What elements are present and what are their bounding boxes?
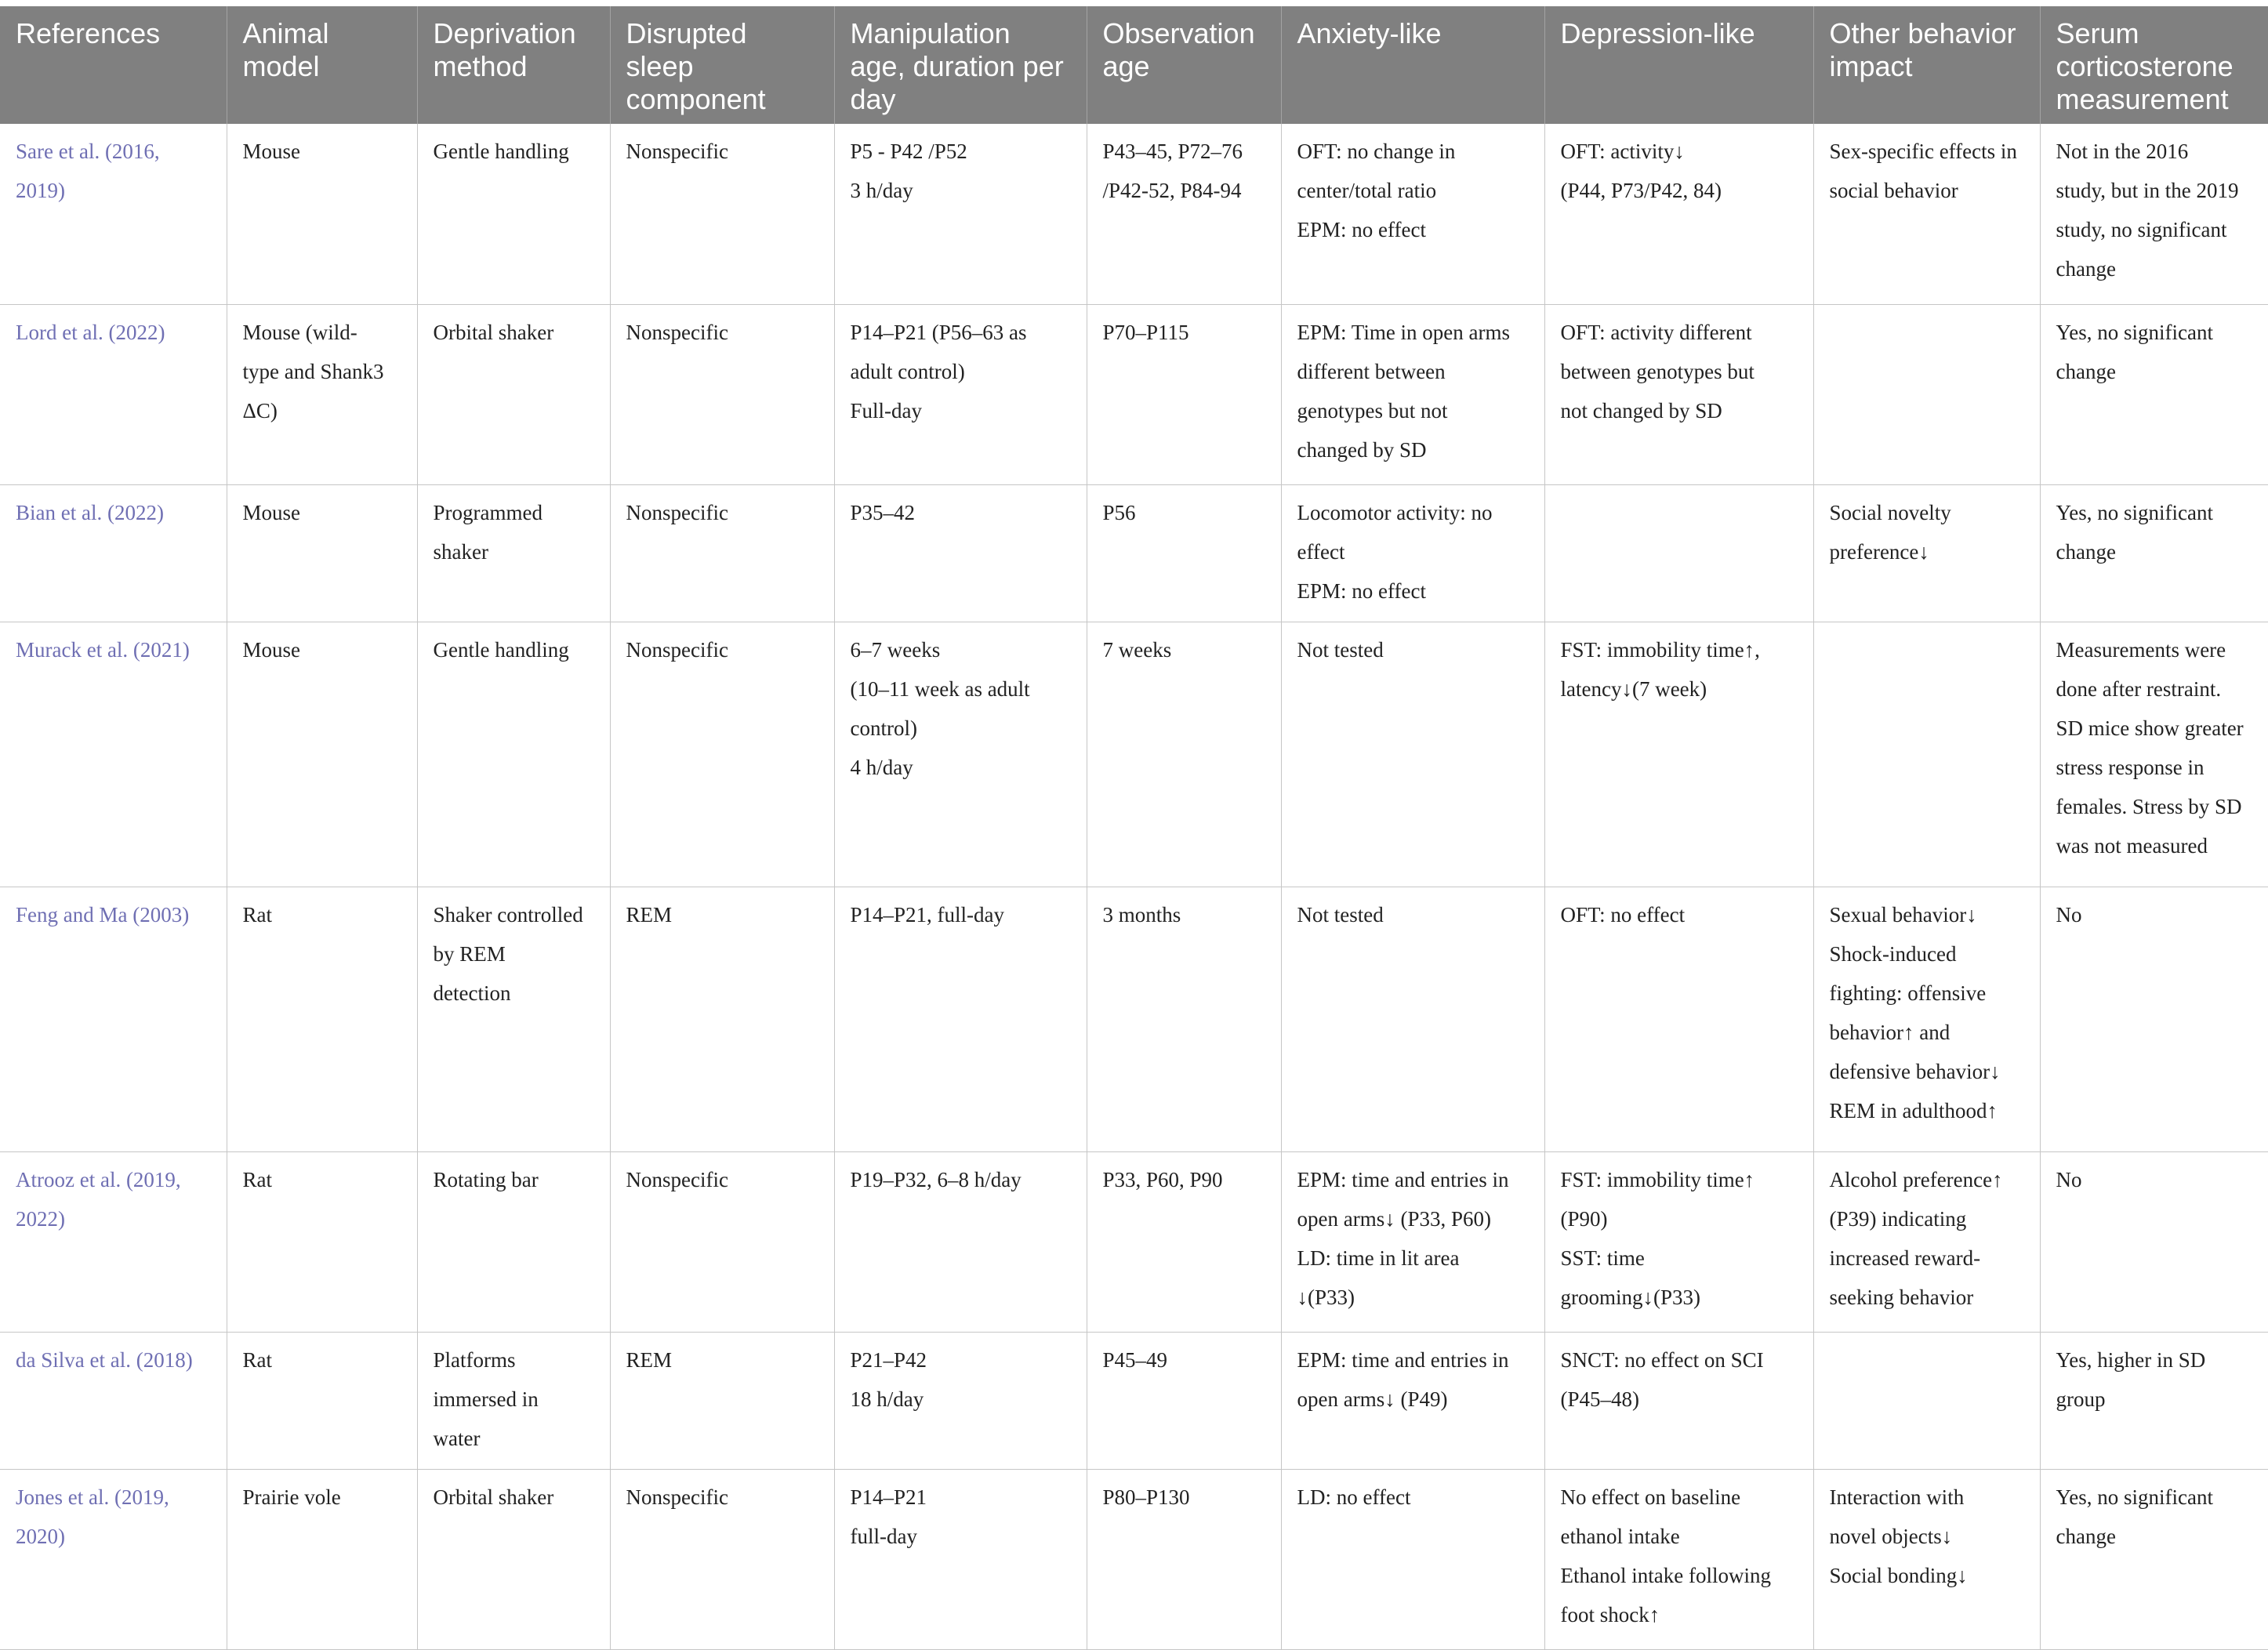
- cell-line: (P44, P73/P42, 84): [1560, 179, 1722, 202]
- cell-sleep-component: [610, 484, 834, 622]
- cell-line: P5 - P42 /P52: [850, 140, 967, 163]
- cell-line: EPM: Time in open arms: [1297, 320, 1511, 344]
- cell-line: EPM: time and entries in: [1297, 1347, 1509, 1372]
- cell-sleep-component: [610, 622, 834, 887]
- cell-line: Sare et al. (2016,: [16, 140, 160, 163]
- cell-sleep-component: [610, 124, 834, 304]
- cell-sleep-component: [610, 304, 834, 484]
- cell-line: P14–P21 (P56–63 as: [850, 320, 1027, 344]
- cell-line: Interaction with: [1829, 1485, 1965, 1509]
- cell-line: Atrooz et al. (2019,: [16, 1167, 181, 1191]
- cell-line: P33, P60, P90: [1102, 1167, 1223, 1191]
- cell-line: (P39) indicating: [1829, 1206, 1967, 1231]
- cell-anxiety-like: [1281, 1151, 1544, 1332]
- cell-line: P43–45, P72–76: [1102, 140, 1243, 163]
- cell-line: No: [2056, 1167, 2082, 1191]
- cell-sleep-component: [610, 1151, 834, 1332]
- cell-line: change: [2056, 359, 2116, 383]
- cell-line: REM: [626, 1347, 673, 1372]
- cell-line: study, no significant: [2056, 218, 2227, 241]
- cell-animal-model: [227, 304, 417, 484]
- cell-line: EPM: time and entries in: [1297, 1167, 1509, 1191]
- cell-manipulation-age: [834, 1469, 1087, 1649]
- cell-depression-like: [1544, 1332, 1813, 1469]
- cell-reference[interactable]: [0, 1332, 227, 1469]
- cell-line: Shaker controlled: [433, 902, 583, 927]
- cell-line: (P45–48): [1560, 1387, 1639, 1411]
- cell-line: 18 h/day: [850, 1387, 924, 1411]
- cell-line: ΔC): [242, 398, 278, 422]
- cell-line: Nonspecific: [626, 1485, 728, 1509]
- cell-line: group: [2056, 1387, 2106, 1411]
- cell-line: Social bonding↓: [1829, 1563, 1968, 1587]
- cell-sleep-component: [610, 887, 834, 1151]
- cell-manipulation-age: [834, 887, 1087, 1151]
- cell-line: P35–42: [850, 500, 916, 524]
- cell-line: control): [850, 716, 917, 740]
- cell-line: defensive behavior↓: [1829, 1059, 2001, 1083]
- cell-line: Nonspecific: [626, 1167, 728, 1191]
- cell-line: FST: immobility time↑,: [1560, 637, 1760, 662]
- cell-line: Jones et al. (2019,: [16, 1485, 169, 1509]
- cell-line: Mouse: [242, 140, 300, 163]
- cell-line: No: [2056, 902, 2082, 927]
- cell-anxiety-like: [1281, 124, 1544, 304]
- cell-line: Social novelty: [1829, 500, 1951, 524]
- cell-line: (10–11 week as adult: [850, 676, 1030, 701]
- cell-depression-like: [1544, 1151, 1813, 1332]
- cell-observation-age: [1087, 1469, 1281, 1649]
- cell-animal-model: [227, 1469, 417, 1649]
- column-header-other-behavior-impact: Other behavior impact: [1813, 6, 2040, 124]
- cell-line: (P90): [1560, 1206, 1608, 1231]
- cell-manipulation-age: [834, 124, 1087, 304]
- header-row: [0, 6, 2268, 124]
- cell-observation-age: [1087, 622, 1281, 887]
- cell-line: 6–7 weeks: [850, 637, 941, 662]
- cell-line: latency↓(7 week): [1560, 676, 1707, 701]
- cell-line: full-day: [850, 1524, 917, 1548]
- cell-line: da Silva et al. (2018): [16, 1347, 193, 1372]
- cell-other-behavior: [1813, 1469, 2040, 1649]
- cell-line: No effect on baseline: [1560, 1485, 1741, 1509]
- cell-line: Measurements were: [2056, 637, 2226, 662]
- cell-line: open arms↓ (P49): [1297, 1387, 1448, 1411]
- cell-line: Yes, no significant: [2056, 500, 2214, 524]
- cell-line: fighting: offensive: [1829, 981, 1987, 1005]
- cell-line: Sex-specific effects in: [1829, 140, 2017, 163]
- cell-line: REM: [626, 902, 673, 927]
- cell-reference[interactable]: [0, 622, 227, 887]
- cell-line: P56: [1102, 500, 1136, 524]
- cell-corticosterone: [2040, 1332, 2268, 1469]
- cell-line: LD: time in lit area: [1297, 1246, 1460, 1270]
- cell-other-behavior: [1813, 622, 2040, 887]
- cell-line: Rat: [242, 1167, 272, 1191]
- cell-line: 2019): [16, 179, 65, 202]
- cell-line: P45–49: [1102, 1347, 1168, 1372]
- cell-line: P14–P21: [850, 1485, 927, 1509]
- cell-anxiety-like: [1281, 1469, 1544, 1649]
- cell-line: Not tested: [1297, 902, 1384, 927]
- cell-line: open arms↓ (P33, P60): [1297, 1206, 1491, 1231]
- cell-sleep-component: [610, 1469, 834, 1649]
- cell-line: novel objects↓: [1829, 1524, 1953, 1548]
- cell-deprivation-method: [417, 304, 610, 484]
- cell-reference[interactable]: [0, 124, 227, 304]
- cell-line: Yes, no significant: [2056, 1485, 2214, 1509]
- cell-deprivation-method: [417, 887, 610, 1151]
- column-header-serum-corticosterone: Serum corticosterone measurement: [2040, 6, 2268, 124]
- cell-deprivation-method: [417, 1151, 610, 1332]
- cell-observation-age: [1087, 887, 1281, 1151]
- cell-line: Feng and Ma (2003): [16, 902, 190, 927]
- cell-anxiety-like: [1281, 1332, 1544, 1469]
- cell-line: SNCT: no effect on SCI: [1560, 1347, 1764, 1372]
- cell-line: Nonspecific: [626, 637, 728, 662]
- cell-line: 3 months: [1102, 902, 1181, 927]
- cell-corticosterone: [2040, 124, 2268, 304]
- cell-line: Nonspecific: [626, 320, 728, 344]
- cell-anxiety-like: [1281, 622, 1544, 887]
- cell-corticosterone: [2040, 304, 2268, 484]
- cell-line: P70–P115: [1102, 320, 1189, 344]
- column-header-deprivation-method: Deprivation method: [417, 6, 610, 124]
- cell-line: P14–P21, full-day: [850, 902, 1005, 927]
- cell-corticosterone: [2040, 887, 2268, 1151]
- table-row: [0, 304, 2268, 484]
- table-body: [0, 124, 2268, 1649]
- cell-line: LD: no effect: [1297, 1485, 1411, 1509]
- cell-observation-age: [1087, 1151, 1281, 1332]
- cell-line: water: [433, 1426, 481, 1450]
- table-row: [0, 622, 2268, 887]
- column-header-disrupted-sleep-component: Disrupted sleep component: [610, 6, 834, 124]
- table-row: [0, 1151, 2268, 1332]
- cell-line: Ethanol intake following: [1560, 1563, 1771, 1587]
- table-row: [0, 887, 2268, 1151]
- cell-line: social behavior: [1829, 179, 1958, 202]
- cell-corticosterone: [2040, 1469, 2268, 1649]
- cell-line: Rotating bar: [433, 1167, 539, 1191]
- cell-line: grooming↓(P33): [1560, 1285, 1700, 1309]
- cell-line: EPM: no effect: [1297, 578, 1426, 603]
- cell-line: 2020): [16, 1524, 65, 1548]
- cell-line: EPM: no effect: [1297, 218, 1426, 241]
- cell-line: P80–P130: [1102, 1485, 1190, 1509]
- cell-reference[interactable]: [0, 1151, 227, 1332]
- column-header-observation-age: Observation age: [1087, 6, 1281, 124]
- cell-manipulation-age: [834, 622, 1087, 887]
- cell-line: Not in the 2016: [2056, 140, 2189, 163]
- cell-line: Mouse (wild-: [242, 320, 357, 344]
- cell-observation-age: [1087, 484, 1281, 622]
- cell-deprivation-method: [417, 124, 610, 304]
- cell-other-behavior: [1813, 1332, 2040, 1469]
- column-header-references: References: [0, 6, 227, 124]
- cell-corticosterone: [2040, 484, 2268, 622]
- cell-line: type and Shank3: [242, 359, 384, 383]
- cell-line: /P42-52, P84-94: [1102, 179, 1242, 202]
- cell-line: ethanol intake: [1560, 1524, 1680, 1548]
- cell-line: Nonspecific: [626, 140, 728, 163]
- cell-line: Locomotor activity: no: [1297, 500, 1493, 524]
- cell-animal-model: [227, 1332, 417, 1469]
- cell-animal-model: [227, 1151, 417, 1332]
- table-row: [0, 124, 2268, 304]
- cell-other-behavior: [1813, 887, 2040, 1151]
- cell-line: center/total ratio: [1297, 179, 1437, 202]
- cell-line: Yes, higher in SD: [2056, 1347, 2206, 1372]
- cell-line: FST: immobility time↑: [1560, 1167, 1755, 1191]
- cell-line: detection: [433, 981, 511, 1005]
- cell-line: changed by SD: [1297, 437, 1427, 462]
- cell-line: OFT: no change in: [1297, 140, 1456, 163]
- cell-deprivation-method: [417, 1332, 610, 1469]
- cell-observation-age: [1087, 304, 1281, 484]
- cell-line: SD mice show greater: [2056, 716, 2244, 740]
- cell-line: Orbital shaker: [433, 320, 554, 344]
- cell-line: Programmed: [433, 500, 543, 524]
- cell-line: Gentle handling: [433, 140, 569, 163]
- cell-corticosterone: [2040, 622, 2268, 887]
- cell-other-behavior: [1813, 304, 2040, 484]
- cell-line: Not tested: [1297, 637, 1384, 662]
- cell-line: 2022): [16, 1206, 65, 1231]
- cell-other-behavior: [1813, 124, 2040, 304]
- cell-manipulation-age: [834, 1151, 1087, 1332]
- cell-sleep-component: [610, 1332, 834, 1469]
- cell-corticosterone: [2040, 1151, 2268, 1332]
- cell-line: foot shock↑: [1560, 1602, 1660, 1626]
- cell-line: Rat: [242, 902, 272, 927]
- cell-other-behavior: [1813, 1151, 2040, 1332]
- studies-table: [0, 6, 2268, 1650]
- cell-line: done after restraint.: [2056, 676, 2222, 701]
- cell-depression-like: [1544, 622, 1813, 887]
- cell-line: Mouse: [242, 500, 300, 524]
- cell-line: different between: [1297, 359, 1446, 383]
- cell-line: Nonspecific: [626, 500, 728, 524]
- table-row: [0, 1332, 2268, 1469]
- cell-line: Mouse: [242, 637, 300, 662]
- cell-reference[interactable]: [0, 304, 227, 484]
- cell-animal-model: [227, 484, 417, 622]
- cell-line: Sexual behavior↓: [1829, 902, 1977, 927]
- cell-line: not changed by SD: [1560, 398, 1722, 422]
- cell-reference[interactable]: [0, 484, 227, 622]
- cell-line: shaker: [433, 539, 488, 564]
- cell-manipulation-age: [834, 304, 1087, 484]
- cell-line: Murack et al. (2021): [16, 637, 190, 662]
- cell-observation-age: [1087, 124, 1281, 304]
- cell-observation-age: [1087, 1332, 1281, 1469]
- cell-line: Shock-induced: [1829, 941, 1957, 966]
- cell-depression-like: [1544, 887, 1813, 1151]
- cell-line: P21–P42: [850, 1347, 927, 1372]
- cell-line: immersed in: [433, 1387, 539, 1411]
- cell-line: OFT: activity different: [1560, 320, 1752, 344]
- cell-depression-like: [1544, 304, 1813, 484]
- cell-line: Lord et al. (2022): [16, 320, 165, 344]
- cell-line: stress response in: [2056, 755, 2204, 779]
- cell-line: Yes, no significant: [2056, 320, 2214, 344]
- cell-line: increased reward-: [1829, 1246, 1981, 1270]
- cell-depression-like: [1544, 484, 1813, 622]
- column-header-depression-like: Depression-like: [1544, 6, 1813, 124]
- cell-line: preference↓: [1829, 539, 1929, 564]
- cell-line: Full-day: [850, 398, 922, 422]
- cell-line: Gentle handling: [433, 637, 569, 662]
- cell-line: adult control): [850, 359, 965, 383]
- table-row: [0, 484, 2268, 622]
- cell-line: 4 h/day: [850, 755, 913, 779]
- cell-line: study, but in the 2019: [2056, 179, 2239, 202]
- cell-line: change: [2056, 1524, 2116, 1548]
- cell-line: seeking behavior: [1829, 1285, 1974, 1309]
- cell-depression-like: [1544, 1469, 1813, 1649]
- cell-line: ↓(P33): [1297, 1285, 1355, 1309]
- cell-reference[interactable]: [0, 1469, 227, 1649]
- cell-line: change: [2056, 257, 2116, 281]
- cell-line: 7 weeks: [1102, 637, 1172, 662]
- column-header-manipulation-age: Manipulation age, duration per day: [834, 6, 1087, 124]
- cell-animal-model: [227, 622, 417, 887]
- cell-line: Bian et al. (2022): [16, 500, 164, 524]
- cell-line: Platforms: [433, 1347, 516, 1372]
- cell-deprivation-method: [417, 484, 610, 622]
- cell-manipulation-age: [834, 1332, 1087, 1469]
- cell-anxiety-like: [1281, 887, 1544, 1151]
- cell-line: effect: [1297, 539, 1345, 564]
- cell-line: SST: time: [1560, 1246, 1645, 1270]
- cell-line: was not measured: [2056, 833, 2208, 858]
- cell-deprivation-method: [417, 1469, 610, 1649]
- cell-line: 3 h/day: [850, 179, 913, 202]
- cell-line: OFT: no effect: [1560, 902, 1686, 927]
- column-header-animal-model: Animal model: [227, 6, 417, 124]
- cell-line: OFT: activity↓: [1560, 140, 1685, 163]
- cell-line: Orbital shaker: [433, 1485, 554, 1509]
- cell-line: behavior↑ and: [1829, 1020, 1950, 1044]
- cell-line: change: [2056, 539, 2116, 564]
- cell-line: genotypes but not: [1297, 398, 1448, 422]
- cell-line: P19–P32, 6–8 h/day: [850, 1167, 1022, 1191]
- cell-manipulation-age: [834, 484, 1087, 622]
- cell-line: Prairie vole: [242, 1485, 341, 1509]
- cell-line: REM in adulthood↑: [1829, 1098, 1998, 1122]
- cell-animal-model: [227, 887, 417, 1151]
- cell-line: Alcohol preference↑: [1829, 1167, 2003, 1191]
- cell-deprivation-method: [417, 622, 610, 887]
- cell-other-behavior: [1813, 484, 2040, 622]
- table-row: [0, 1469, 2268, 1649]
- cell-anxiety-like: [1281, 304, 1544, 484]
- column-header-anxiety-like: Anxiety-like: [1281, 6, 1544, 124]
- cell-reference[interactable]: [0, 887, 227, 1151]
- cell-line: by REM: [433, 941, 506, 966]
- cell-line: between genotypes but: [1560, 359, 1755, 383]
- cell-line: females. Stress by SD: [2056, 794, 2242, 818]
- cell-line: Rat: [242, 1347, 272, 1372]
- cell-animal-model: [227, 124, 417, 304]
- cell-anxiety-like: [1281, 484, 1544, 622]
- cell-depression-like: [1544, 124, 1813, 304]
